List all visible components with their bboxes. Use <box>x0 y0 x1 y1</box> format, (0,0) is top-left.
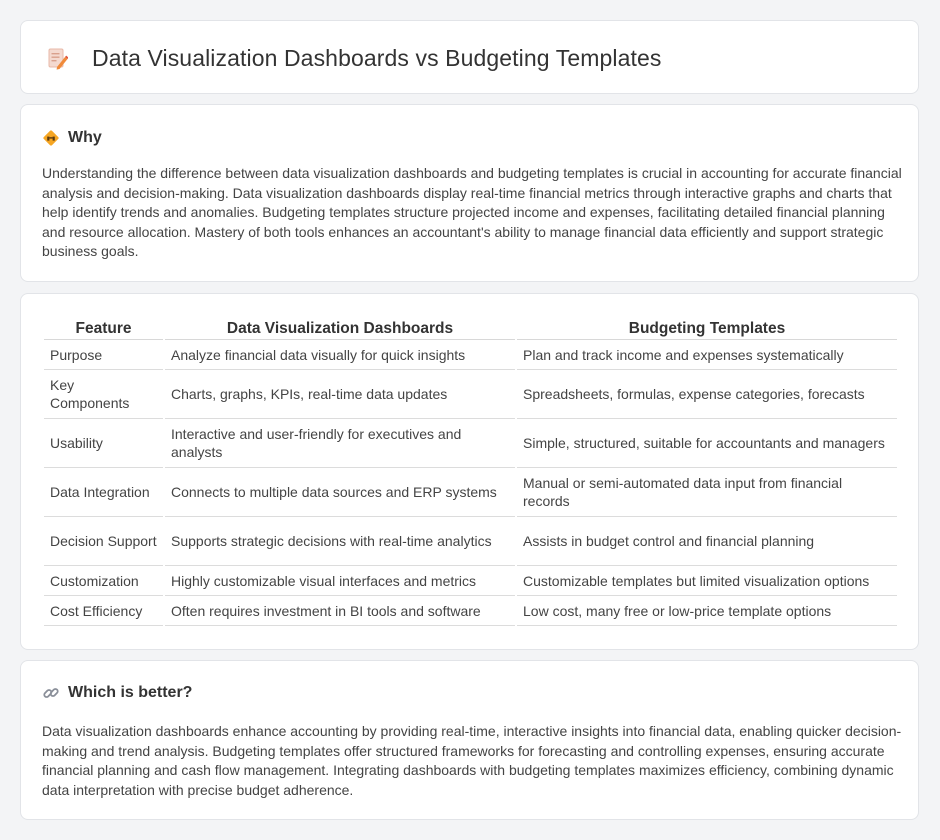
which-heading-row <box>42 684 192 702</box>
table-row <box>44 468 897 517</box>
why-text: Understanding the difference between data visualization dashboards and budgeting templates is crucial in accounting for accurate financial analysis and decision-making. Data visualization dashboards display real-time financial metrics through interactive graphs and charts that help identify trends and anomalies. Budgeting templates structure projected income and expenses, facilitating detailed financial planning and resource allocation. Mastery of both tools enhances an accountant's ability to manage financial data efficiently and support strategic business goals. <box>42 165 902 260</box>
which-card <box>20 660 919 820</box>
title-card <box>20 20 919 94</box>
table-cell-templates: Spreadsheets, formulas, expense categories, forecasts <box>517 370 897 419</box>
table-cell-feature: Key Components <box>44 370 163 419</box>
why-heading-row <box>42 129 102 147</box>
table-cell-dashboards: Highly customizable visual interfaces and metrics <box>165 566 515 596</box>
table-cell-dashboards: Often requires investment in BI tools and software <box>165 596 515 626</box>
table-cell-feature: Purpose <box>44 340 163 370</box>
table-cell-templates: Low cost, many free or low-price template options <box>517 596 897 626</box>
table-row <box>44 566 897 596</box>
comparison-table-card <box>20 293 919 650</box>
table-row <box>44 419 897 468</box>
table-cell-dashboards: Connects to multiple data sources and ERP systems <box>165 468 515 517</box>
table-cell-templates: Customizable templates but limited visualization options <box>517 566 897 596</box>
table-cell-feature: Usability <box>44 419 163 468</box>
page-title: Data Visualization Dashboards vs Budgeting Templates <box>92 45 662 71</box>
table-row <box>44 370 897 419</box>
table-cell-feature: Customization <box>44 566 163 596</box>
table-row <box>44 517 897 566</box>
why-heading: Why <box>68 129 102 146</box>
table-row <box>44 596 897 626</box>
header-templates: Budgeting Templates <box>517 316 897 340</box>
table-header-row <box>44 316 897 340</box>
link-icon <box>42 684 60 702</box>
table-cell-feature: Cost Efficiency <box>44 596 163 626</box>
table-row <box>44 340 897 370</box>
table-cell-templates: Assists in budget control and financial planning <box>517 517 897 566</box>
table-cell-dashboards: Analyze financial data visually for quick insights <box>165 340 515 370</box>
diamond-sign-icon <box>42 129 60 147</box>
comparison-table <box>42 316 899 626</box>
table-cell-dashboards: Charts, graphs, KPIs, real-time data updates <box>165 370 515 419</box>
table-cell-templates: Simple, structured, suitable for accountants and managers <box>517 419 897 468</box>
table-cell-dashboards: Supports strategic decisions with real-time analytics <box>165 517 515 566</box>
table-cell-templates: Manual or semi-automated data input from financial records <box>517 468 897 517</box>
which-text: Data visualization dashboards enhance accounting by providing real-time, interactive insights into financial data, enabling quicker decision-making and trend analysis. Budgeting templates offer structured frameworks for forecasting and controlling expenses, ensuring accurate financial planning and cash flow management. Integrating dashboards with budgeting templates maximizes efficiency, combining dynamic data interpretation with precise budget adherence. <box>42 723 902 798</box>
which-heading: Which is better? <box>68 684 193 701</box>
table-cell-templates: Plan and track income and expenses systematically <box>517 340 897 370</box>
table-cell-feature: Decision Support <box>44 517 163 566</box>
header-feature: Feature <box>44 316 163 340</box>
table-cell-feature: Data Integration <box>44 468 163 517</box>
table-cell-dashboards: Interactive and user-friendly for executives and analysts <box>165 419 515 468</box>
header-dashboards: Data Visualization Dashboards <box>165 316 515 340</box>
why-card <box>20 104 919 282</box>
document-pencil-icon <box>48 48 68 70</box>
